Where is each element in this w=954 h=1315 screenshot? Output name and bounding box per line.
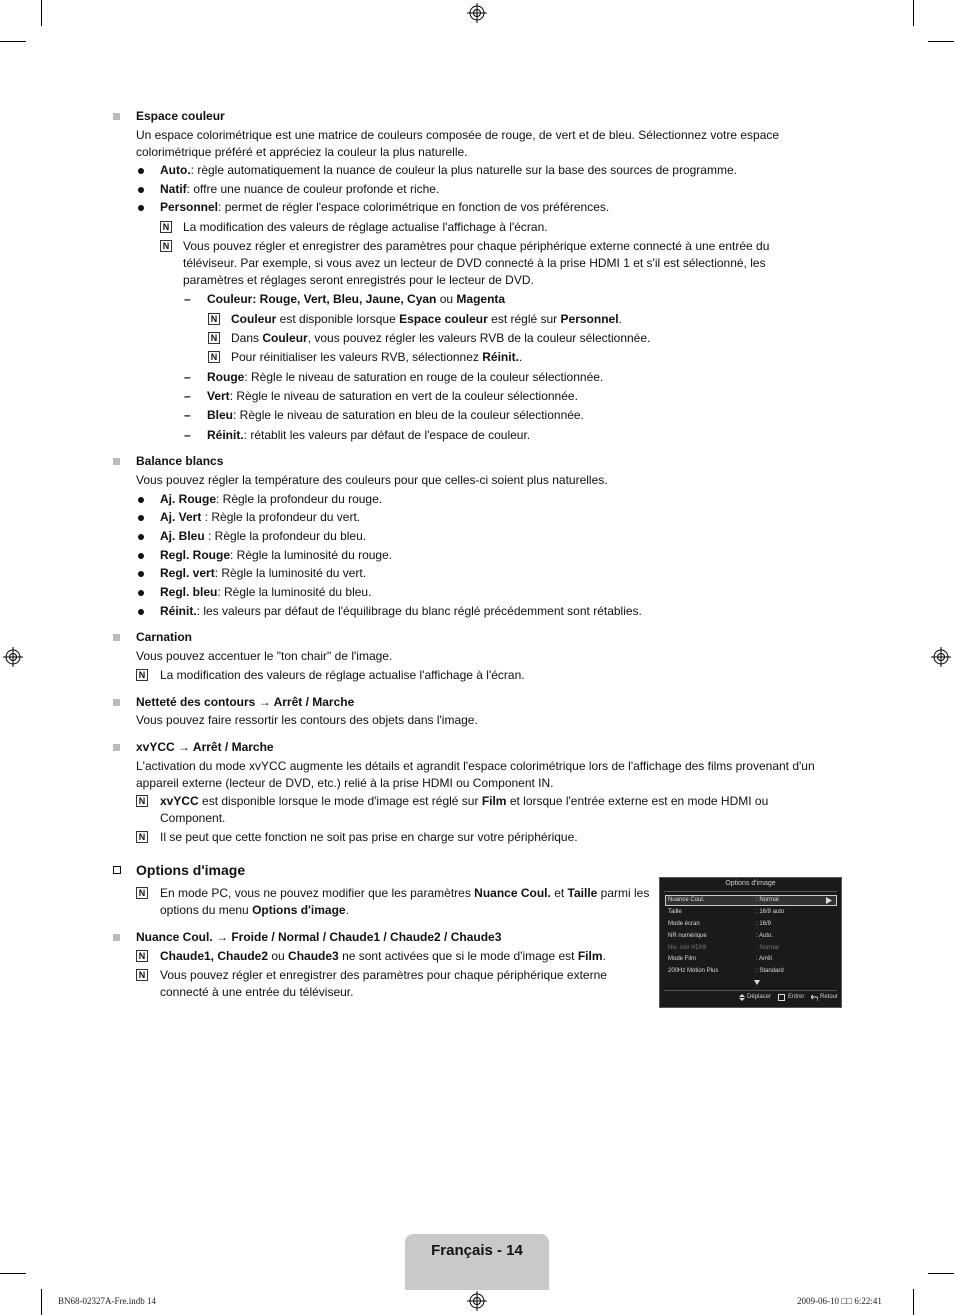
registration-mark-icon (467, 1291, 487, 1311)
definition: : rétablit les valeurs par défaut de l'espace de couleur. (243, 428, 531, 442)
term: Natif (160, 182, 187, 196)
term: Aj. Rouge (160, 492, 216, 506)
definition: : règle automatiquement la nuance de couleur la plus naturelle sur la base des sources de programme. (190, 163, 737, 177)
osd-divider (664, 891, 837, 892)
square-bullet-icon (113, 113, 120, 120)
term: Nuance Coul. (474, 886, 551, 900)
note-icon: N (136, 795, 148, 807)
note (136, 793, 796, 829)
note-icon: N (160, 240, 172, 252)
osd-row-value: : Standard (756, 968, 784, 974)
note-text: La modification des valeurs de réglage actualise l'affichage à l'écran. (160, 668, 525, 682)
osd-row-label: 200Hz Motion Plus (668, 968, 719, 974)
section-heading: Carnation (136, 630, 193, 644)
note-icon: N (136, 831, 148, 843)
term: Espace couleur (399, 312, 488, 326)
text: . (602, 949, 606, 963)
osd-row-value: : 16/9 (756, 921, 772, 927)
term: Options d'image (252, 903, 346, 917)
dash-bullet: – (184, 292, 191, 306)
term: Magenta (456, 292, 506, 306)
definition: : Règle la luminosité du bleu. (217, 585, 372, 599)
enter-icon (778, 994, 785, 1001)
definition: : Règle le niveau de saturation en bleu de la couleur sélectionnée. (233, 408, 584, 422)
crop-mark (913, 0, 914, 26)
crop-mark (41, 1289, 42, 1315)
term: Regl. vert (160, 566, 215, 580)
osd-enter-hint: Entrer (788, 994, 805, 1000)
definition: : Règle la profondeur du bleu. (204, 529, 367, 543)
return-icon (811, 994, 818, 1001)
print-timestamp: 2009-06-10 □□ 6:22:41 (797, 1296, 882, 1306)
registration-mark-icon (467, 3, 487, 23)
osd-options-image-menu (659, 877, 842, 1008)
term: Aj. Vert (160, 510, 202, 524)
text: ou (436, 292, 457, 306)
crop-mark (0, 1273, 26, 1274)
note (136, 967, 636, 1003)
definition: : Règle la profondeur du vert. (201, 510, 361, 524)
note (160, 238, 820, 290)
dash-bullet: – (184, 370, 191, 384)
note-icon: N (136, 669, 148, 681)
section-heading: Balance blancs (136, 454, 224, 468)
term: Film (577, 949, 603, 963)
text: . (618, 312, 622, 326)
definition: : offre une nuance de couleur profonde et riche. (186, 182, 440, 196)
osd-row-label: Taille (668, 909, 682, 915)
text: est réglé sur (487, 312, 561, 326)
bullet-icon (138, 571, 144, 577)
note-icon: N (160, 221, 172, 233)
text: est disponible lorsque le mode d'image est réglé sur (198, 794, 482, 808)
note-icon: N (208, 313, 220, 325)
crop-mark (41, 0, 42, 26)
text: . (518, 350, 523, 364)
bullet-icon (138, 187, 144, 193)
bullet-icon (138, 205, 144, 211)
dash-bullet: – (184, 408, 191, 422)
osd-row-label: Nuance Coul. (668, 897, 705, 903)
osd-row-label: NR numérique (668, 933, 707, 939)
crop-mark (0, 41, 26, 42)
text: Pour réinitialiser les valeurs RVB, sélectionnez (231, 350, 483, 364)
text: ou (268, 949, 289, 963)
osd-row-value: : Normal (756, 897, 779, 903)
bullet-icon (138, 497, 144, 503)
definition: : Règle la profondeur du rouge. (216, 492, 383, 506)
move-icon (739, 994, 745, 1001)
osd-row-label: Mode Film (668, 956, 697, 962)
term: Couleur: Rouge, Vert, Bleu, Jaune, Cyan (207, 292, 437, 306)
note-icon: N (136, 887, 148, 899)
square-bullet-icon (113, 699, 120, 706)
term: Réinit. (482, 350, 519, 364)
osd-move-hint: Déplacer (747, 994, 772, 1000)
checkbox-bullet-icon (113, 866, 121, 874)
paragraph: Vous pouvez régler la température des couleurs pour que celles-ci soient plus naturelles. (136, 473, 608, 487)
paragraph: L'activation du mode xvYCC augmente les détails et agrandit l'espace colorimétrique lors de l'affichage des films provenant d'un appareil externe (lecteur de DVD, etc.) relié à la prise HDMI ou Component IN. (136, 759, 815, 790)
bullet-icon (138, 553, 144, 559)
term: Personnel (560, 312, 619, 326)
text: , vous pouvez régler les valeurs RVB de la couleur sélectionnée. (307, 331, 651, 345)
square-bullet-icon (113, 634, 120, 641)
definition: : permet de régler l'espace colorimétrique en fonction de vos préférences. (218, 200, 610, 214)
registration-mark-icon (3, 647, 23, 667)
term: Regl. Rouge (160, 548, 231, 562)
term: Film (481, 794, 507, 808)
registration-mark-icon (931, 647, 951, 667)
dash-bullet: – (184, 428, 191, 442)
note-icon: N (136, 950, 148, 962)
osd-row-value: : Auto. (756, 933, 774, 939)
definition: : Règle le niveau de saturation en vert de la couleur sélectionnée. (229, 389, 578, 403)
page-number-tab (405, 1234, 549, 1290)
term: Auto. (160, 163, 191, 177)
text: . (345, 903, 349, 917)
section-heading: Espace couleur (136, 109, 225, 123)
definition: : Règle le niveau de saturation en rouge de la couleur sélectionnée. (244, 370, 604, 384)
term: Chaude1, Chaude2 (160, 949, 269, 963)
term: Rouge (207, 370, 245, 384)
note-text: Vous pouvez régler et enregistrer des paramètres pour chaque périphérique externe connecté à une entrée du téléviseur. Par exemple, si vous avez un lecteur de DVD connecté à la prise HDMI 1 et s'il est sélectionné, les paramètres et réglages seront enregistrés pour le lecteur de DVD. (183, 239, 770, 287)
term: Regl. bleu (160, 585, 218, 599)
term: Personnel (160, 200, 219, 214)
osd-row-value: : 16/9 auto (756, 909, 785, 915)
term: Couleur (231, 312, 277, 326)
term: Taille (567, 886, 598, 900)
osd-row-value: : Normal (756, 945, 779, 951)
term: Vert (207, 389, 230, 403)
text: En mode PC, vous ne pouvez modifier que les paramètres (160, 886, 475, 900)
osd-title: Options d'image (725, 880, 776, 887)
term: Couleur (262, 331, 308, 345)
osd-divider (664, 990, 837, 991)
arrow-down-icon (754, 980, 760, 985)
crop-mark (913, 1289, 914, 1315)
definition: : Règle la luminosité du vert. (214, 566, 367, 580)
section-heading: Netteté des contours → Arrêt / Marche (136, 695, 355, 709)
page-number: Français - 14 (431, 1242, 523, 1259)
term: Bleu (207, 408, 234, 422)
osd-back-hint: Retour (820, 994, 839, 1000)
note-text: Vous pouvez régler et enregistrer des paramètres pour chaque périphérique externe connecté à une entrée du téléviseur. (160, 968, 607, 999)
text: parmi les options du menu (160, 886, 650, 917)
note-text: Il se peut que cette fonction ne soit pas prise en charge sur votre périphérique. (160, 830, 578, 844)
note-icon: N (208, 332, 220, 344)
osd-row-value: : Arrêt (756, 956, 773, 962)
paragraph: Un espace colorimétrique est une matrice de couleurs composée de rouge, de vert et de bleu. Sélectionnez votre espace colorimétrique préféré et appréciez la couleur la plus naturelle. (136, 128, 780, 159)
crop-mark (928, 41, 954, 42)
note-icon: N (208, 351, 220, 363)
note (136, 885, 650, 921)
square-bullet-icon (113, 934, 120, 941)
paragraph: Vous pouvez faire ressortir les contours des objets dans l'image. (136, 713, 478, 727)
term: Réinit. (160, 604, 197, 618)
term: xvYCC (160, 794, 199, 808)
square-bullet-icon (113, 744, 120, 751)
term: Chaude3 (288, 949, 339, 963)
osd-row-label: Mode écran (668, 921, 700, 927)
definition: : Règle la luminosité du rouge. (230, 548, 393, 562)
section-heading: Options d'image (136, 862, 246, 878)
definition: : les valeurs par défaut de l'équilibrage du blanc réglé précédemment sont rétablies. (196, 604, 642, 618)
section-heading: xvYCC → Arrêt / Marche (136, 740, 274, 754)
text: est disponible lorsque (276, 312, 400, 326)
paragraph: Vous pouvez accentuer le "ton chair" de l'image. (136, 649, 393, 663)
dash-bullet: – (184, 389, 191, 403)
square-bullet-icon (113, 458, 120, 465)
text: Dans (231, 331, 263, 345)
text: et lorsque l'entrée externe est en mode HDMI ou Component. (160, 794, 769, 825)
bullet-icon (138, 609, 144, 615)
note-text: La modification des valeurs de réglage actualise l'affichage à l'écran. (183, 220, 548, 234)
term: Réinit. (207, 428, 244, 442)
crop-mark (928, 1273, 954, 1274)
bullet-icon (138, 590, 144, 596)
osd-row-label: Niv. noir HDMI (668, 945, 707, 951)
term: Aj. Bleu (160, 529, 205, 543)
arrow-right-icon (826, 897, 832, 904)
bullet-icon (138, 534, 144, 540)
note-icon: N (136, 969, 148, 981)
file-info: BN68-02327A-Fre.indb 14 (58, 1296, 156, 1306)
text: ne sont activées que si le mode d'image est (338, 949, 578, 963)
bullet-icon (138, 515, 144, 521)
section-heading: Nuance Coul. → Froide / Normal / Chaude1 / Chaude2 / Chaude3 (136, 930, 502, 944)
text: et (550, 886, 568, 900)
bullet-icon (138, 168, 144, 174)
